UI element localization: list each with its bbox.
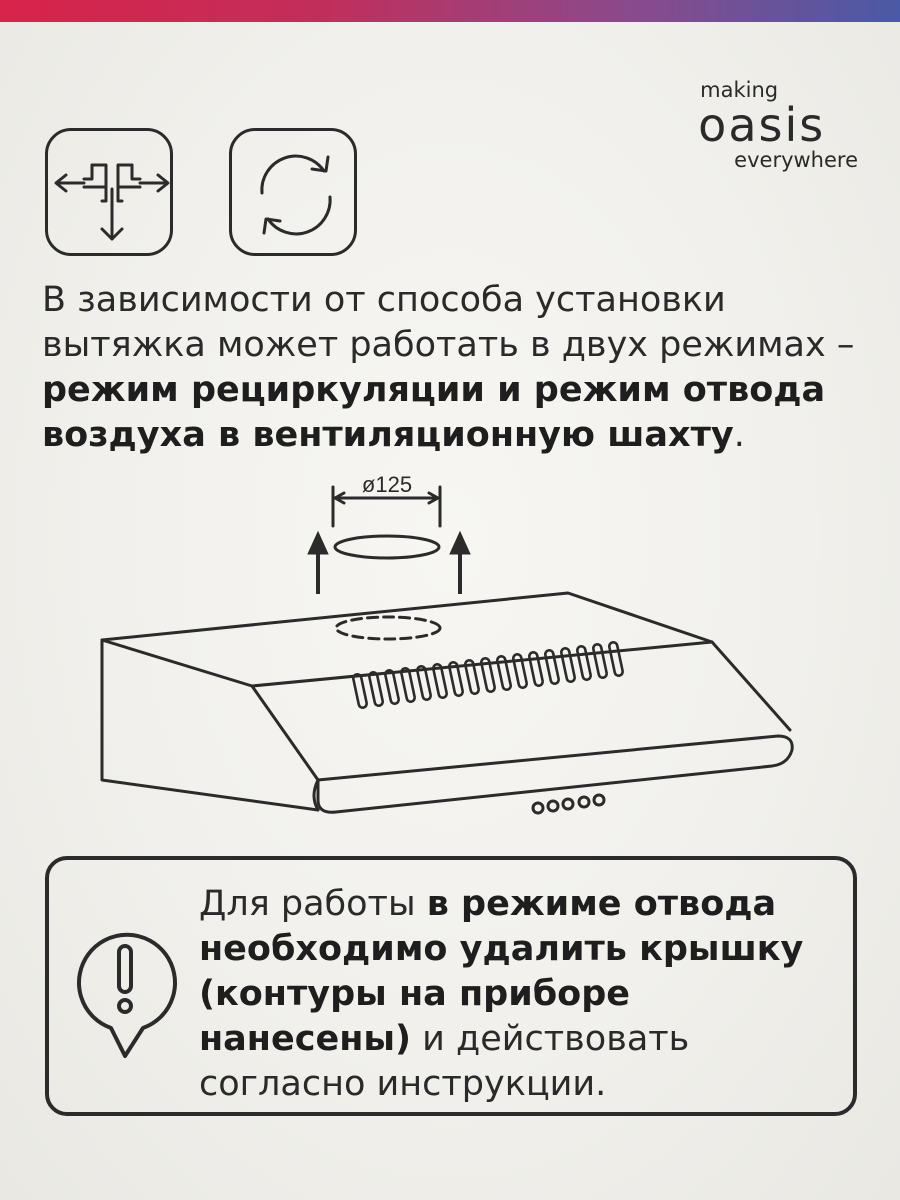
range-hood-diagram [0,460,900,840]
intro-bold: режим рециркуляции и режим отвода воздуха в вентиляционную шахту [42,370,826,455]
notice-box [45,856,857,1116]
notice-normal-1: Для работы [199,884,427,924]
brand-gradient-bar [0,0,900,22]
intro-normal: В зависимости от способа установки вытяжка может работать в двух режимах – [42,280,855,365]
brand-making: making [700,78,779,102]
intro-end: . [733,415,745,455]
intro-text [42,278,862,458]
notice-text [199,882,849,1107]
diameter-label: ø125 [361,472,413,497]
brand-logo [698,78,858,172]
brand-everywhere: everywhere [734,148,858,172]
airflow-directions-icon [45,128,173,256]
notice-bold: в режиме отвода необходимо удалить крышку (контуры на приборе нанесены) [199,884,804,1059]
notice-normal-2: и действовать согласно инструкции. [199,1019,690,1104]
recirculation-icon [229,128,357,256]
warning-icon [69,920,189,1070]
brand-oasis: oasis [698,98,826,152]
